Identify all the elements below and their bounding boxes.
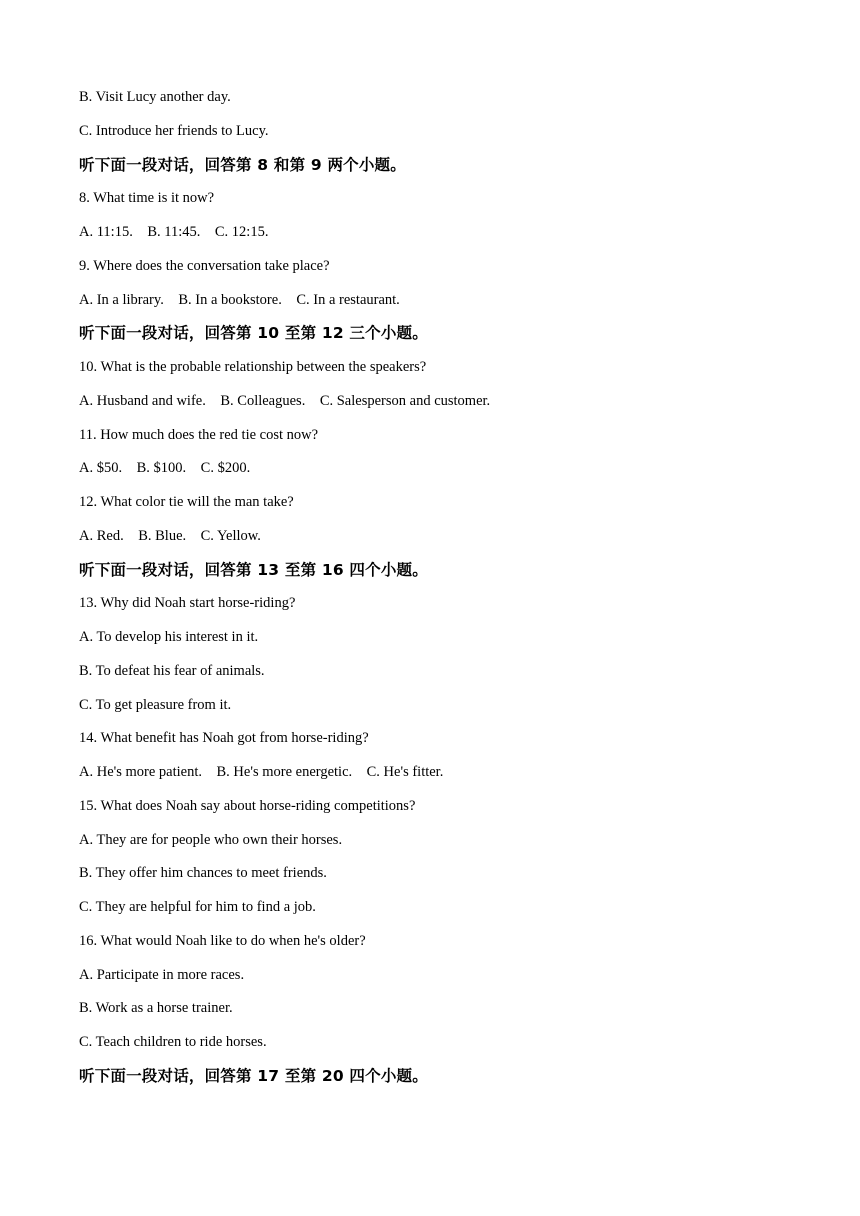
section-heading: 听下面一段对话，回答第 10 至第 12 三个小题。 — [79, 324, 428, 343]
option-line: A. He's more patient. B. He's more energetic. C. He's fitter. — [79, 764, 444, 780]
option-line: B. They offer him chances to meet friends. — [79, 865, 327, 882]
option-line: A. In a library. B. In a bookstore. C. In a restaurant. — [79, 291, 400, 308]
option-line: A. Participate in more races. — [79, 966, 245, 983]
question-line: 10. What is the probable relationship between the speakers? — [79, 359, 427, 375]
option-line: A. Red. B. Blue. C. Yellow. — [79, 527, 261, 544]
question-line: 11. How much does the red tie cost now? — [79, 426, 319, 443]
option-line: C. Introduce her friends to Lucy. — [79, 122, 269, 139]
question-line: 9. Where does the conversation take place? — [79, 257, 330, 274]
option-line: B. Work as a horse trainer. — [79, 1000, 233, 1017]
section-heading: 听下面一段对话，回答第 8 和第 9 两个小题。 — [79, 155, 406, 174]
question-line: 8. What time is it now? — [79, 190, 215, 207]
question-line: 13. Why did Noah start horse-riding? — [79, 595, 296, 612]
option-line: C. Teach children to ride horses. — [79, 1034, 267, 1050]
question-line: 14. What benefit has Noah got from horse-riding? — [79, 730, 369, 747]
document-body — [79, 85, 779, 1098]
option-line: A. To develop his interest in it. — [79, 629, 259, 645]
option-line: A. They are for people who own their horses. — [79, 831, 343, 848]
option-line: B. Visit Lucy another day. — [79, 89, 231, 105]
option-line: A. 11:15. B. 11:45. C. 12:15. — [79, 224, 269, 240]
option-line: A. $50. B. $100. C. $200. — [79, 460, 251, 477]
option-line: C. They are helpful for him to find a job. — [79, 899, 316, 915]
option-line: A. Husband and wife. B. Colleagues. C. Salesperson and customer. — [79, 392, 491, 409]
question-line: 12. What color tie will the man take? — [79, 494, 294, 510]
question-line: 16. What would Noah like to do when he's older? — [79, 932, 366, 949]
section-heading: 听下面一段对话，回答第 17 至第 20 四个小题。 — [79, 1066, 428, 1085]
question-line: 15. What does Noah say about horse-riding competitions? — [79, 797, 416, 814]
option-line: B. To defeat his fear of animals. — [79, 662, 265, 679]
option-line: C. To get pleasure from it. — [79, 696, 232, 713]
section-heading: 听下面一段对话，回答第 13 至第 16 四个小题。 — [79, 560, 428, 579]
